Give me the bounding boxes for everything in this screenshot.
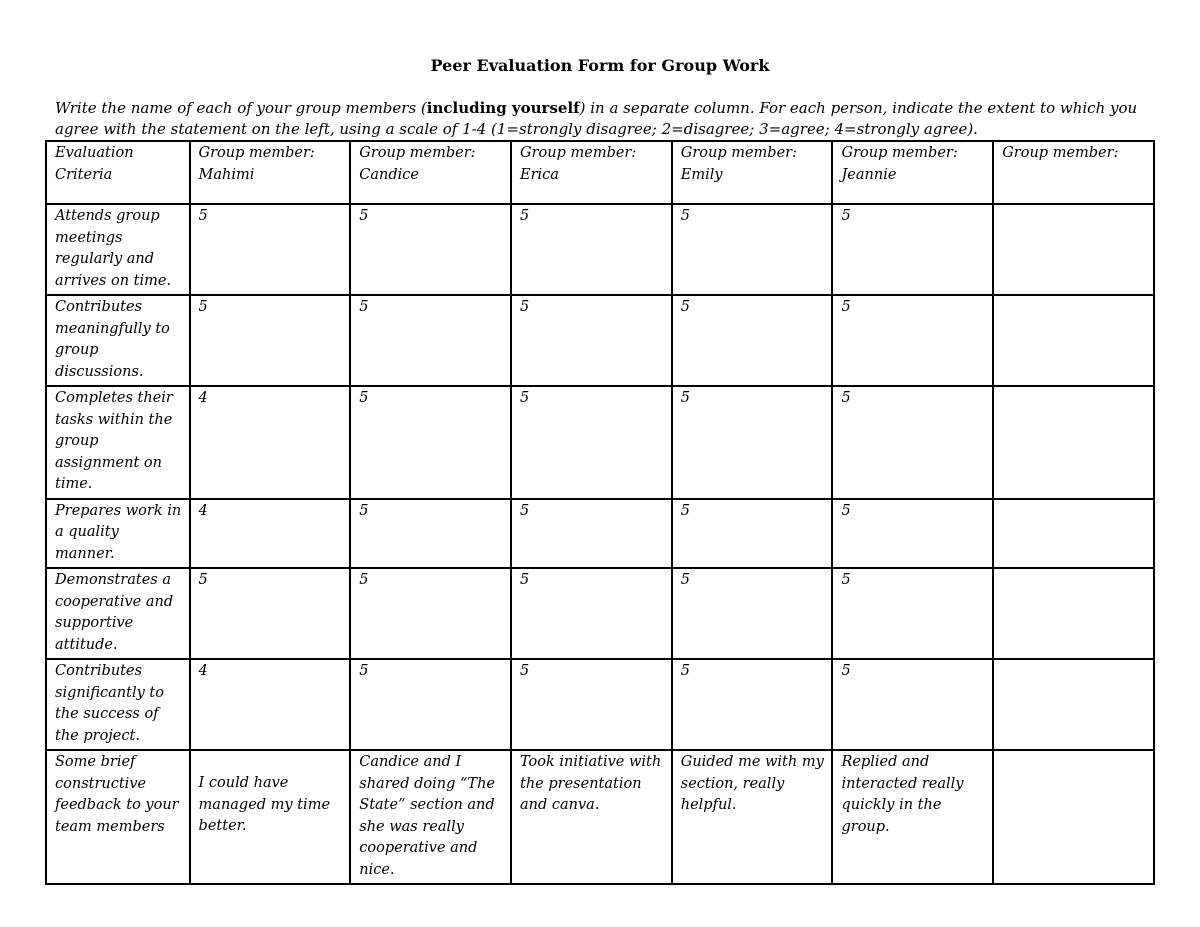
score-cell[interactable]: 4 bbox=[190, 659, 351, 750]
feedback-cell[interactable] bbox=[672, 750, 833, 884]
feedback-cell[interactable] bbox=[350, 750, 511, 884]
member-name: Mahimi bbox=[198, 166, 255, 183]
score-cell[interactable]: 5 bbox=[350, 295, 511, 386]
instructions-paragraph bbox=[55, 98, 1155, 140]
member-name: Candice bbox=[359, 166, 419, 183]
score-cell[interactable]: 5 bbox=[350, 568, 511, 659]
member-name: Jeannie bbox=[841, 166, 897, 183]
criteria-header-cell: Evaluation Criteria bbox=[46, 141, 190, 204]
instructions-text-before: Write the name of each of your group members ( bbox=[55, 99, 427, 117]
score-cell[interactable]: 5 bbox=[832, 386, 993, 499]
member-header-cell bbox=[993, 141, 1154, 204]
member-name: Emily bbox=[680, 166, 723, 183]
score-cell[interactable] bbox=[993, 204, 1154, 295]
criterion-row bbox=[46, 568, 1154, 659]
member-label: Group member: bbox=[520, 145, 637, 161]
feedback-cell[interactable] bbox=[511, 750, 672, 884]
evaluation-table bbox=[45, 140, 1155, 885]
score-cell[interactable]: 5 bbox=[832, 204, 993, 295]
criterion-row bbox=[46, 659, 1154, 750]
score-cell[interactable]: 5 bbox=[672, 499, 833, 569]
instructions-text-after: ) in a separate column. For each person, indicate the extent to which you agree with the statement on the left, using a scale of 1-4 (1=strongly disagree; 2=disagree; 3=agree; 4=strongly agree). bbox=[55, 99, 1138, 138]
criterion-cell: Prepares work in a quality manner. bbox=[46, 499, 190, 569]
score-cell[interactable]: 5 bbox=[672, 659, 833, 750]
score-cell[interactable]: 5 bbox=[350, 386, 511, 499]
score-cell[interactable]: 5 bbox=[350, 659, 511, 750]
score-cell[interactable]: 5 bbox=[672, 568, 833, 659]
score-cell[interactable]: 5 bbox=[511, 295, 672, 386]
criterion-cell: Contributes meaningfully to group discussions. bbox=[46, 295, 190, 386]
criterion-row bbox=[46, 295, 1154, 386]
score-cell[interactable] bbox=[993, 659, 1154, 750]
member-header-cell bbox=[672, 141, 833, 204]
member-label: Group member: bbox=[359, 145, 476, 161]
score-cell[interactable]: 5 bbox=[511, 386, 672, 499]
score-cell[interactable]: 5 bbox=[190, 568, 351, 659]
score-cell[interactable]: 5 bbox=[832, 499, 993, 569]
feedback-text: Took initiative with the presentation and canva. bbox=[520, 754, 662, 813]
document-title: Peer Evaluation Form for Group Work bbox=[430, 56, 770, 75]
criterion-row bbox=[46, 204, 1154, 295]
score-cell[interactable]: 5 bbox=[511, 659, 672, 750]
score-cell[interactable] bbox=[993, 568, 1154, 659]
feedback-text: Candice and I shared doing “The State” section and she was really cooperative and nice. bbox=[359, 754, 495, 878]
score-cell[interactable]: 5 bbox=[511, 204, 672, 295]
member-label: Group member: bbox=[680, 145, 797, 161]
member-header-cell bbox=[511, 141, 672, 204]
score-cell[interactable] bbox=[993, 386, 1154, 499]
criterion-row bbox=[46, 499, 1154, 569]
score-cell[interactable]: 5 bbox=[832, 659, 993, 750]
header-row bbox=[46, 141, 1154, 204]
member-label: Group member: bbox=[198, 145, 315, 161]
member-header-cell bbox=[832, 141, 993, 204]
score-cell[interactable]: 5 bbox=[350, 499, 511, 569]
score-cell[interactable]: 5 bbox=[511, 568, 672, 659]
score-cell[interactable]: 5 bbox=[672, 204, 833, 295]
feedback-text: Replied and interacted really quickly in the group. bbox=[841, 754, 964, 835]
criterion-cell: Completes their tasks within the group assignment on time. bbox=[46, 386, 190, 499]
score-cell[interactable]: 5 bbox=[832, 295, 993, 386]
score-cell[interactable] bbox=[993, 295, 1154, 386]
member-header-cell bbox=[190, 141, 351, 204]
score-cell[interactable]: 5 bbox=[350, 204, 511, 295]
criterion-cell: Attends group meetings regularly and arrives on time. bbox=[46, 204, 190, 295]
member-label: Group member: bbox=[841, 145, 958, 161]
score-cell[interactable]: 4 bbox=[190, 499, 351, 569]
criterion-cell: Contributes significantly to the success of the project. bbox=[46, 659, 190, 750]
criterion-row bbox=[46, 386, 1154, 499]
score-cell[interactable]: 5 bbox=[190, 204, 351, 295]
score-cell[interactable] bbox=[993, 499, 1154, 569]
score-cell[interactable]: 4 bbox=[190, 386, 351, 499]
member-label: Group member: bbox=[1002, 145, 1119, 161]
feedback-text: Guided me with my section, really helpful. bbox=[680, 754, 824, 813]
score-cell[interactable]: 5 bbox=[511, 499, 672, 569]
feedback-cell[interactable] bbox=[190, 750, 351, 884]
feedback-cell[interactable] bbox=[832, 750, 993, 884]
feedback-row bbox=[46, 750, 1154, 884]
score-cell[interactable]: 5 bbox=[190, 295, 351, 386]
criterion-cell: Demonstrates a cooperative and supportive attitude. bbox=[46, 568, 190, 659]
feedback-cell[interactable] bbox=[993, 750, 1154, 884]
feedback-criterion-cell: Some brief constructive feedback to your team members bbox=[46, 750, 190, 884]
instructions-emphasis: including yourself bbox=[426, 99, 580, 117]
score-cell[interactable]: 5 bbox=[672, 295, 833, 386]
score-cell[interactable]: 5 bbox=[832, 568, 993, 659]
member-header-cell bbox=[350, 141, 511, 204]
member-name: Erica bbox=[520, 166, 559, 183]
feedback-text: I could have managed my time better. bbox=[198, 775, 331, 834]
score-cell[interactable]: 5 bbox=[672, 386, 833, 499]
